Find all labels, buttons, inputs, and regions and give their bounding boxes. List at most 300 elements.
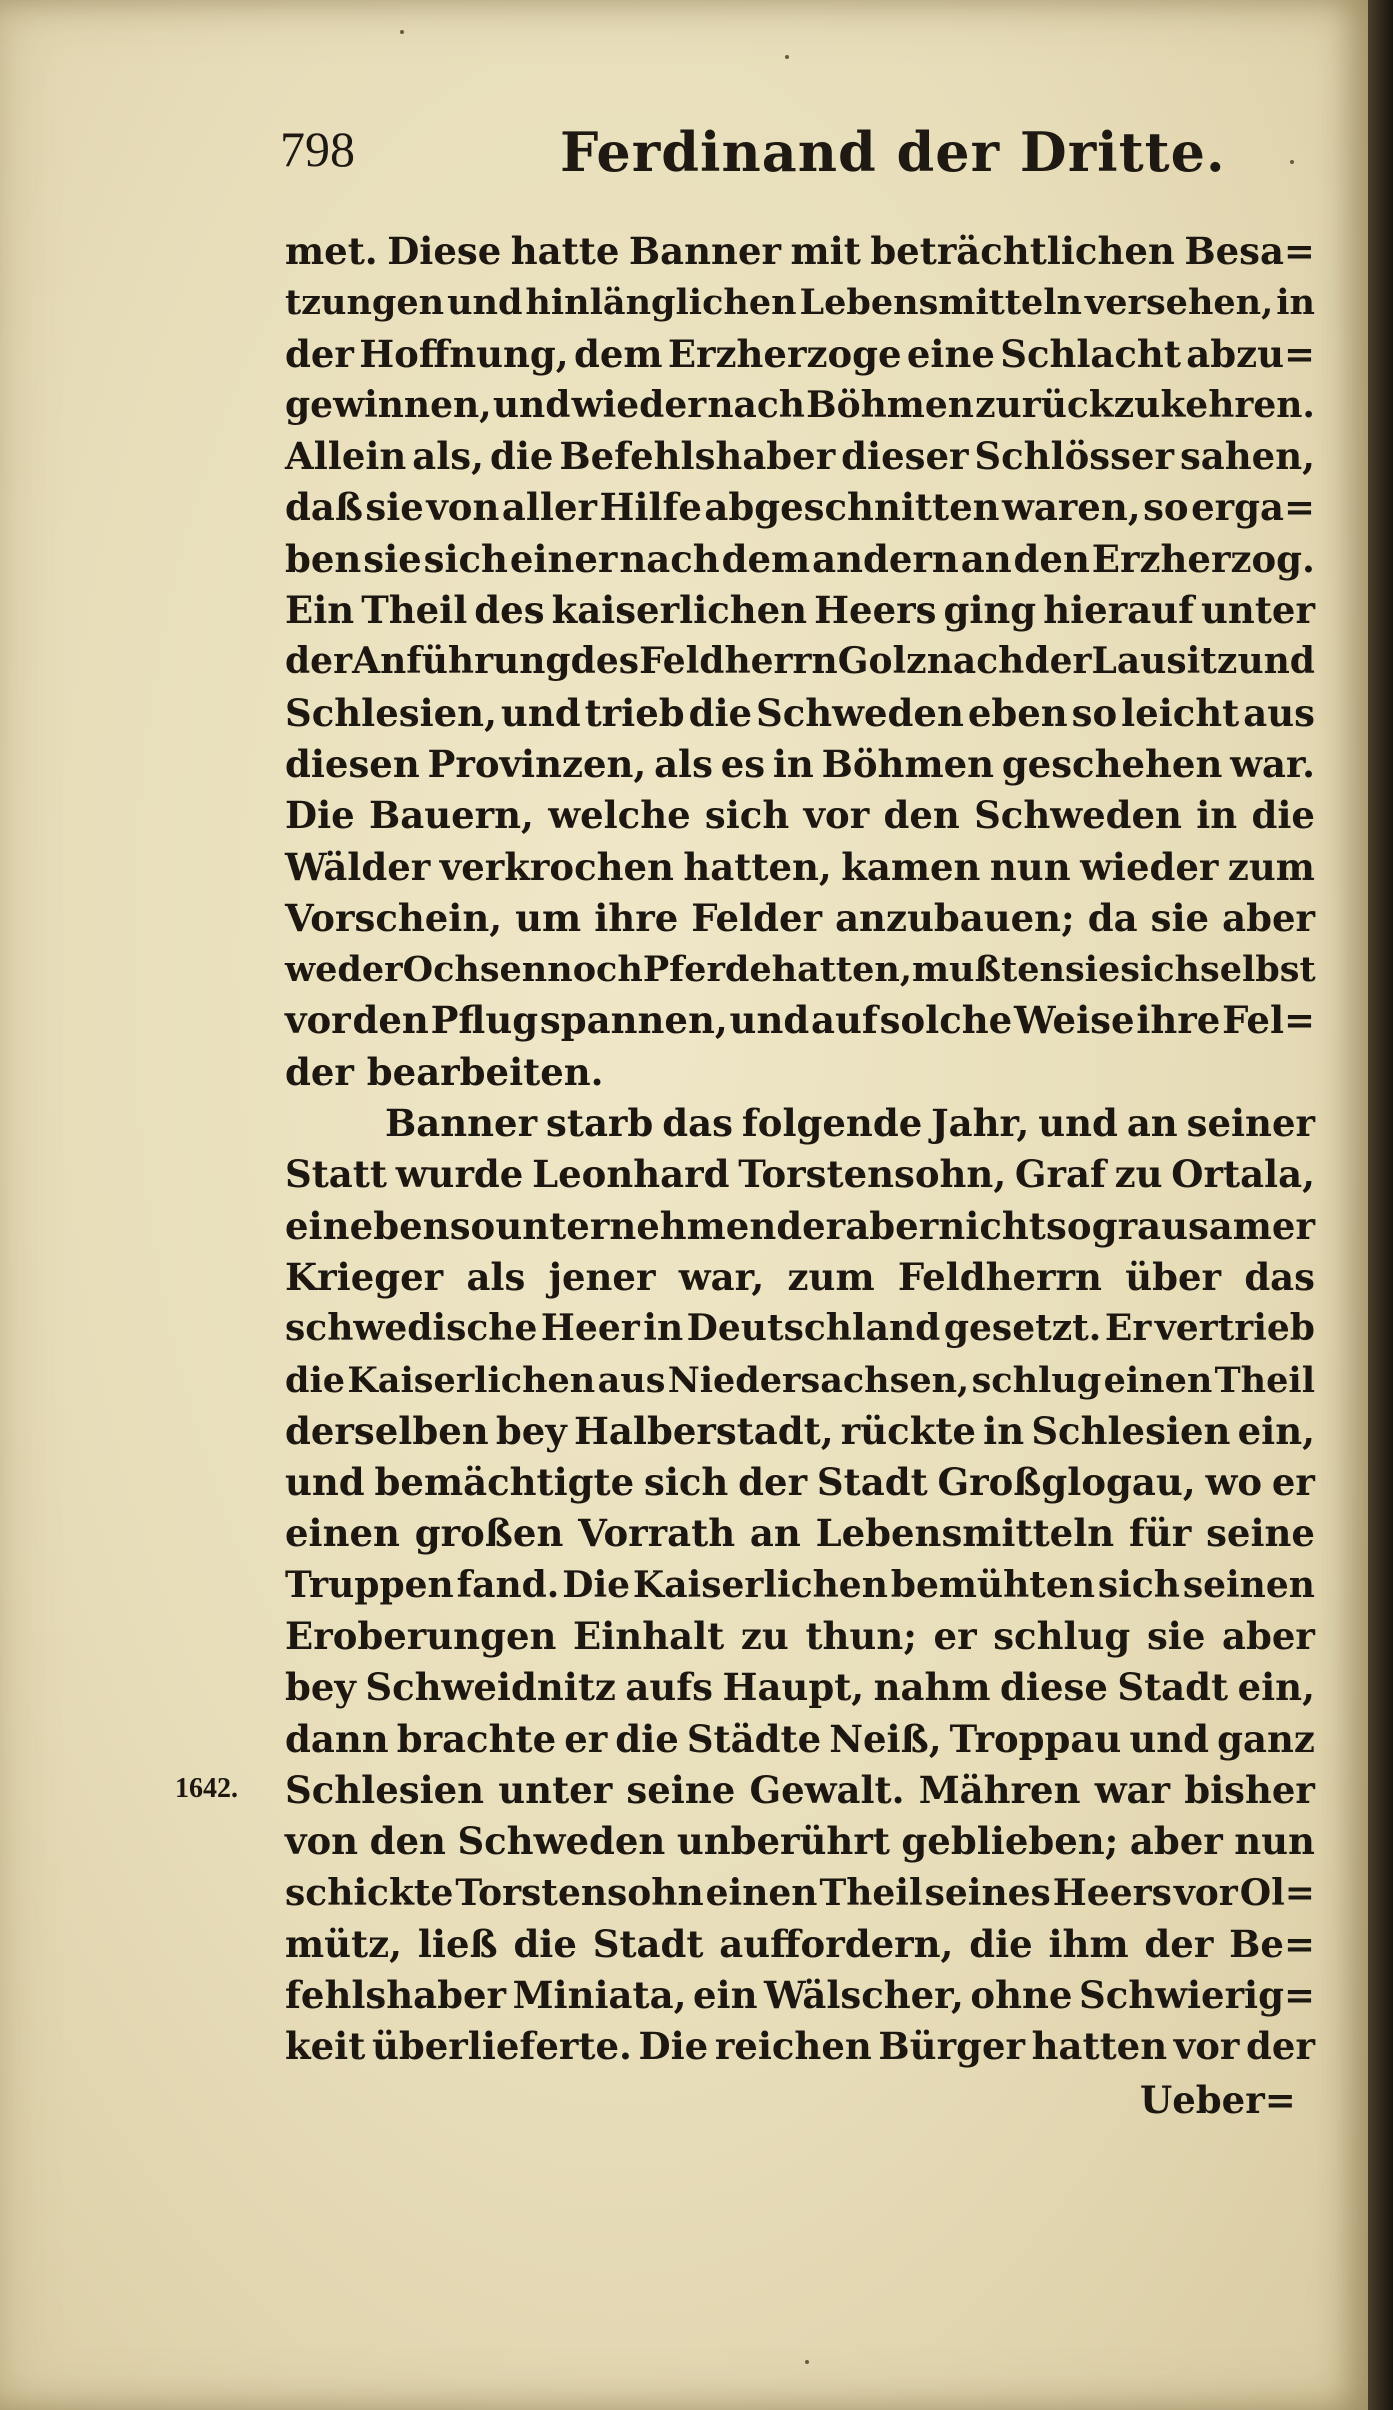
word: der	[1024, 640, 1092, 683]
word: bisher	[1184, 1767, 1315, 1812]
word: Feldherrn	[639, 640, 838, 683]
text-line	[285, 277, 1315, 328]
word: Stadt	[592, 1921, 704, 1966]
word: von	[285, 1819, 359, 1864]
word: einen	[285, 1511, 400, 1556]
text-line	[285, 226, 1315, 277]
word: ein,	[1237, 1665, 1315, 1710]
text-line	[285, 995, 1315, 1046]
word: ihre	[1136, 998, 1221, 1043]
word: dem	[721, 536, 811, 581]
word: Deutschland	[686, 1307, 941, 1350]
word: sich	[1097, 1563, 1180, 1606]
word: Torstensohn,	[738, 1152, 1007, 1197]
word: es	[720, 741, 766, 786]
word: mußten	[912, 949, 1065, 991]
word: waren,	[1001, 485, 1141, 530]
word: weder	[285, 949, 403, 991]
word: met.	[285, 229, 378, 273]
word: ging	[943, 588, 1037, 633]
word: Wälder	[285, 844, 431, 889]
word: Haupt,	[722, 1665, 865, 1710]
word: derselben	[285, 1408, 489, 1453]
word: Feldherrn	[897, 1254, 1102, 1299]
word: bey	[285, 1665, 356, 1710]
margin-year-note: 1642.	[175, 1773, 238, 1804]
word: Felder	[691, 895, 823, 940]
paper-speck	[400, 30, 404, 34]
word: sich	[644, 1460, 729, 1505]
word: Ein	[285, 588, 355, 633]
word: sie	[365, 485, 424, 530]
word: Stadt	[1117, 1665, 1229, 1710]
text-line	[285, 1149, 1315, 1200]
word: Die	[285, 793, 355, 838]
text-line	[285, 739, 1315, 790]
word: seine	[626, 1767, 736, 1812]
word: Graf	[1014, 1152, 1106, 1197]
word: hatten,	[771, 949, 912, 991]
word: Vorschein,	[285, 895, 503, 940]
text-line	[285, 482, 1315, 533]
text-line	[285, 1355, 1315, 1406]
text-line	[285, 329, 1315, 380]
word: hierauf	[1043, 588, 1194, 633]
word: das	[1244, 1254, 1315, 1299]
word: Krieger	[285, 1254, 444, 1299]
word: verkrochen	[439, 844, 674, 889]
word: aller	[501, 485, 597, 530]
binding-edge	[1368, 0, 1393, 2410]
word: Theil	[1214, 1359, 1315, 1401]
word: ein	[285, 1203, 350, 1248]
word: abgeschnitten	[704, 485, 1000, 530]
word: der	[1246, 2024, 1315, 2069]
word: Lebensmitteln	[799, 282, 1082, 324]
word: daß	[285, 485, 363, 530]
word: den	[883, 793, 960, 838]
word: Be=	[1229, 1921, 1315, 1966]
word: Wälscher,	[764, 1973, 964, 2018]
word: noch	[547, 949, 643, 991]
word: andern	[812, 536, 959, 581]
word: brachte	[396, 1716, 557, 1761]
word: in	[1196, 793, 1238, 838]
word: Banner	[385, 1101, 538, 1146]
word: Hilfe	[599, 485, 702, 530]
word: geblieben;	[901, 1819, 1119, 1864]
word: selbst	[1200, 949, 1316, 991]
word: Leonhard	[532, 1152, 730, 1197]
word: so	[1143, 485, 1189, 530]
word: Fel=	[1222, 998, 1315, 1043]
word: Befehlshaber	[559, 434, 836, 479]
word: ließ	[417, 1921, 498, 1966]
word: Schlesien	[1031, 1408, 1231, 1453]
word: die	[513, 1921, 577, 1966]
word: den	[352, 998, 429, 1043]
word: Miniata,	[512, 1973, 687, 2018]
word: für	[1128, 1511, 1192, 1556]
word: Schweden	[457, 1819, 666, 1864]
page-header	[0, 120, 1368, 200]
word: eben	[349, 1203, 450, 1248]
word: und	[1129, 1716, 1210, 1761]
word: vor	[1173, 2024, 1240, 2069]
word: Diese	[387, 229, 502, 273]
text-line	[285, 1714, 1315, 1765]
word: Schlesien,	[285, 690, 497, 735]
text-line	[285, 1765, 1315, 1816]
word: nun	[1234, 1819, 1315, 1864]
word: auf	[811, 998, 878, 1043]
word: Mähren	[918, 1767, 1081, 1812]
word: hinlänglichen	[525, 282, 797, 324]
word: sahen,	[1179, 434, 1315, 479]
word: nach	[707, 383, 805, 426]
word: tzungen	[285, 282, 445, 324]
running-title: Ferdinand der Dritte.	[560, 120, 1226, 184]
word: reichen	[714, 2024, 872, 2069]
word: die	[489, 434, 554, 479]
word: aber	[1222, 895, 1315, 940]
word: in	[983, 1408, 1025, 1453]
word: zu	[1114, 1152, 1163, 1197]
word: vor	[1173, 1871, 1238, 1914]
word: und	[285, 1460, 365, 1505]
word: Schwierig=	[1078, 1973, 1315, 2018]
word: sie	[363, 536, 422, 581]
paper-speck	[1290, 160, 1294, 164]
word: starb	[546, 1101, 654, 1146]
word: aufs	[625, 1665, 714, 1710]
word: aber	[845, 1203, 939, 1248]
word: großen	[414, 1511, 564, 1556]
word: unter	[498, 1767, 613, 1812]
page-number: 798	[280, 121, 355, 177]
word: fehlshaber	[285, 1973, 507, 2018]
word: ihre	[594, 895, 679, 940]
word: kamen	[841, 844, 981, 889]
text-line	[285, 688, 1315, 739]
word: mütz,	[285, 1921, 403, 1966]
text-line	[285, 1662, 1315, 1713]
word: Theil	[361, 588, 468, 633]
word: unberührt	[676, 1819, 890, 1864]
word: leicht	[1121, 690, 1240, 735]
catchword: Ueber=	[1140, 2078, 1296, 2122]
word: zu	[740, 1614, 789, 1659]
word: seines	[924, 1871, 1051, 1914]
word: Statt	[285, 1152, 387, 1197]
word: zurückzukehren.	[975, 383, 1315, 426]
word: so	[449, 1203, 496, 1248]
word: Schweidnitz	[365, 1665, 616, 1710]
word: war	[1094, 1767, 1171, 1812]
word: beträchtlichen	[870, 229, 1175, 273]
word: Bürger	[878, 2024, 1025, 2069]
word: als	[466, 1254, 526, 1299]
word: war,	[678, 1254, 765, 1299]
word: Kaiserlichen	[632, 1563, 888, 1606]
word: als	[654, 741, 713, 786]
word: erga=	[1191, 485, 1315, 530]
text-line	[285, 1970, 1315, 2021]
word: Kaiserlichen	[347, 1359, 596, 1401]
word: Lausitz	[1091, 640, 1238, 683]
word: versehen,	[1084, 282, 1274, 324]
word: über	[1125, 1254, 1222, 1299]
word: hatten	[1031, 2024, 1168, 2069]
word: ben	[285, 536, 362, 581]
word: Städte	[686, 1716, 822, 1761]
word: und	[729, 998, 810, 1043]
word: abzu=	[1186, 331, 1315, 376]
word: hatte	[510, 229, 620, 273]
word: so	[1046, 1203, 1092, 1248]
word: nicht	[938, 1203, 1046, 1248]
word: dem	[573, 331, 663, 376]
word: vertrieb	[1154, 1307, 1315, 1350]
text-line	[285, 1560, 1315, 1611]
word: schickte	[285, 1871, 454, 1914]
word: an	[1126, 1101, 1178, 1146]
word: seine	[1206, 1511, 1315, 1556]
word: Heers	[814, 588, 937, 633]
word: mit	[790, 229, 861, 273]
word: eine	[906, 331, 995, 376]
word: hatten,	[683, 844, 832, 889]
word: vor	[285, 998, 351, 1043]
word: sie	[1064, 949, 1121, 991]
word: thun;	[805, 1614, 917, 1659]
text-line	[285, 1303, 1315, 1354]
text-line	[285, 790, 1315, 841]
word: Schweden	[756, 690, 964, 735]
word: Großglogau,	[937, 1460, 1196, 1505]
word: keit	[285, 2024, 366, 2069]
body-text	[285, 226, 1315, 2073]
word: Ol=	[1239, 1871, 1315, 1914]
text-line	[285, 842, 1315, 893]
paper-speck	[785, 55, 789, 59]
word: aber	[1129, 1819, 1223, 1864]
word: jener	[548, 1254, 656, 1299]
word: Pferde	[642, 949, 772, 991]
word: Besa=	[1184, 229, 1315, 273]
word: folgende	[741, 1101, 923, 1146]
word: sie	[1150, 895, 1210, 940]
word: sich	[423, 536, 508, 581]
word: ohne	[970, 1973, 1073, 2018]
word: welche	[548, 793, 691, 838]
word: anzubauen;	[835, 895, 1075, 940]
word: wurde	[395, 1152, 524, 1197]
text-line	[285, 1201, 1315, 1252]
word: gesetzt.	[943, 1307, 1102, 1350]
word: Ortala,	[1171, 1152, 1315, 1197]
word: die	[615, 1716, 679, 1761]
text-line	[285, 1406, 1315, 1457]
word: Hoffnung,	[359, 331, 569, 376]
word: nach	[619, 536, 720, 581]
word: bemühten	[890, 1563, 1095, 1606]
text-line	[285, 431, 1315, 482]
word: wo	[1205, 1460, 1263, 1505]
word: Banner	[628, 229, 781, 273]
word: er	[933, 1614, 977, 1659]
word: des	[474, 588, 545, 633]
word: überlieferte.	[371, 2024, 632, 2069]
word: nun	[989, 844, 1071, 889]
word: Stadt	[816, 1460, 928, 1505]
text-line	[285, 1868, 1315, 1919]
word: Die	[562, 1563, 631, 1606]
word: er	[564, 1716, 608, 1761]
word: unternehmender	[495, 1203, 846, 1248]
word: Weise	[1014, 998, 1135, 1043]
word: spannen,	[539, 998, 728, 1043]
word: Provinzen,	[427, 741, 647, 786]
text-line	[285, 944, 1315, 995]
word: sich	[704, 793, 790, 838]
word: ein,	[1237, 1408, 1315, 1453]
word: Niedersachsen,	[667, 1359, 970, 1401]
word: vor	[803, 793, 870, 838]
text-line	[285, 1098, 1315, 1149]
word: der	[1144, 1921, 1214, 1966]
word: Theil	[819, 1871, 923, 1914]
text-line	[285, 1457, 1315, 1508]
word: Troppau	[949, 1716, 1122, 1761]
word: einen	[1103, 1359, 1213, 1401]
word: den	[1013, 536, 1090, 581]
word: die	[688, 690, 753, 735]
word: Erzherzoge	[667, 331, 902, 376]
word: fand.	[456, 1563, 560, 1606]
word: Böhmen	[821, 741, 995, 786]
text-line	[285, 1816, 1315, 1867]
word: schlug	[993, 1614, 1131, 1659]
text-line	[285, 1919, 1315, 1970]
word: Pflug	[430, 998, 539, 1043]
word: das	[662, 1101, 733, 1146]
word: einer	[509, 536, 618, 581]
word: von	[426, 485, 500, 530]
word: an	[960, 536, 1012, 581]
word: Ochsen	[402, 949, 548, 991]
word: Jahr,	[931, 1101, 1030, 1146]
word: und	[1237, 640, 1315, 683]
word: zum	[787, 1254, 875, 1299]
word: Die	[638, 2024, 709, 2069]
word: die	[1251, 793, 1315, 838]
text-line	[285, 1508, 1315, 1559]
text-line	[285, 585, 1315, 636]
text-line	[285, 893, 1315, 944]
word: Neiß,	[829, 1716, 942, 1761]
word: seinen	[1182, 1563, 1315, 1606]
word: aus	[1243, 690, 1315, 735]
word: Erzherzog.	[1091, 536, 1315, 581]
word: Schlösser	[974, 434, 1175, 479]
word: sie	[1146, 1614, 1206, 1659]
word: seiner	[1186, 1101, 1315, 1146]
word: und	[492, 383, 571, 426]
word: Heer	[540, 1307, 640, 1350]
word: Truppen	[285, 1563, 454, 1606]
word: bey	[495, 1408, 567, 1453]
word: den	[369, 1819, 446, 1864]
word: einen	[705, 1871, 818, 1914]
word: grausamer	[1091, 1203, 1315, 1248]
word: Anführung	[352, 640, 571, 683]
word: Schweden	[974, 793, 1182, 838]
text-line	[285, 534, 1315, 585]
word: Halberstadt,	[573, 1408, 834, 1453]
word: in	[643, 1307, 684, 1350]
word: auffordern,	[719, 1921, 954, 1966]
word: war.	[1230, 741, 1315, 786]
text-line	[285, 380, 1315, 431]
word: trieb	[584, 690, 685, 735]
word: Bauern,	[368, 793, 534, 838]
word: schwedische	[285, 1307, 538, 1350]
word: Allein	[285, 434, 407, 479]
word: als,	[412, 434, 485, 479]
word: Vorrath	[578, 1511, 736, 1556]
word: Gewalt.	[749, 1767, 905, 1812]
word: und	[1038, 1101, 1118, 1146]
word: ganz	[1217, 1716, 1315, 1761]
word: die	[285, 1359, 346, 1401]
word: solche	[879, 998, 1013, 1043]
word: Schlacht	[1000, 331, 1181, 376]
word: der	[285, 640, 353, 683]
word: in	[772, 741, 814, 786]
word: Eroberungen	[285, 1614, 557, 1659]
word: der	[738, 1460, 808, 1505]
word: Lebensmitteln	[815, 1511, 1115, 1556]
text-line	[285, 1252, 1315, 1303]
word: Torstensohn	[455, 1871, 704, 1914]
word: dann	[285, 1716, 389, 1761]
word: in	[1276, 282, 1315, 324]
word: aber	[1222, 1614, 1315, 1659]
word: so	[1071, 690, 1118, 735]
word: gewinnen,	[285, 383, 492, 426]
word: Einhalt	[573, 1614, 725, 1659]
word: wieder	[1080, 844, 1219, 889]
word: eben	[967, 690, 1068, 735]
word: ein	[692, 1973, 758, 2018]
word: kaiserlichen	[551, 588, 808, 633]
text-line	[285, 1611, 1315, 1662]
word: geschehen	[1001, 741, 1223, 786]
word: er	[1271, 1460, 1315, 1505]
word: Schlesien	[285, 1767, 485, 1812]
word: an	[749, 1511, 801, 1556]
word: bemächtigte	[374, 1460, 635, 1505]
word: Golz	[837, 640, 927, 683]
word: unter	[1201, 588, 1315, 633]
word: Böhmen	[806, 383, 974, 426]
word: nahm	[873, 1665, 991, 1710]
word: und	[500, 690, 581, 735]
word: des	[570, 640, 640, 683]
word: Er	[1104, 1307, 1152, 1350]
word: diese	[1000, 1665, 1108, 1710]
